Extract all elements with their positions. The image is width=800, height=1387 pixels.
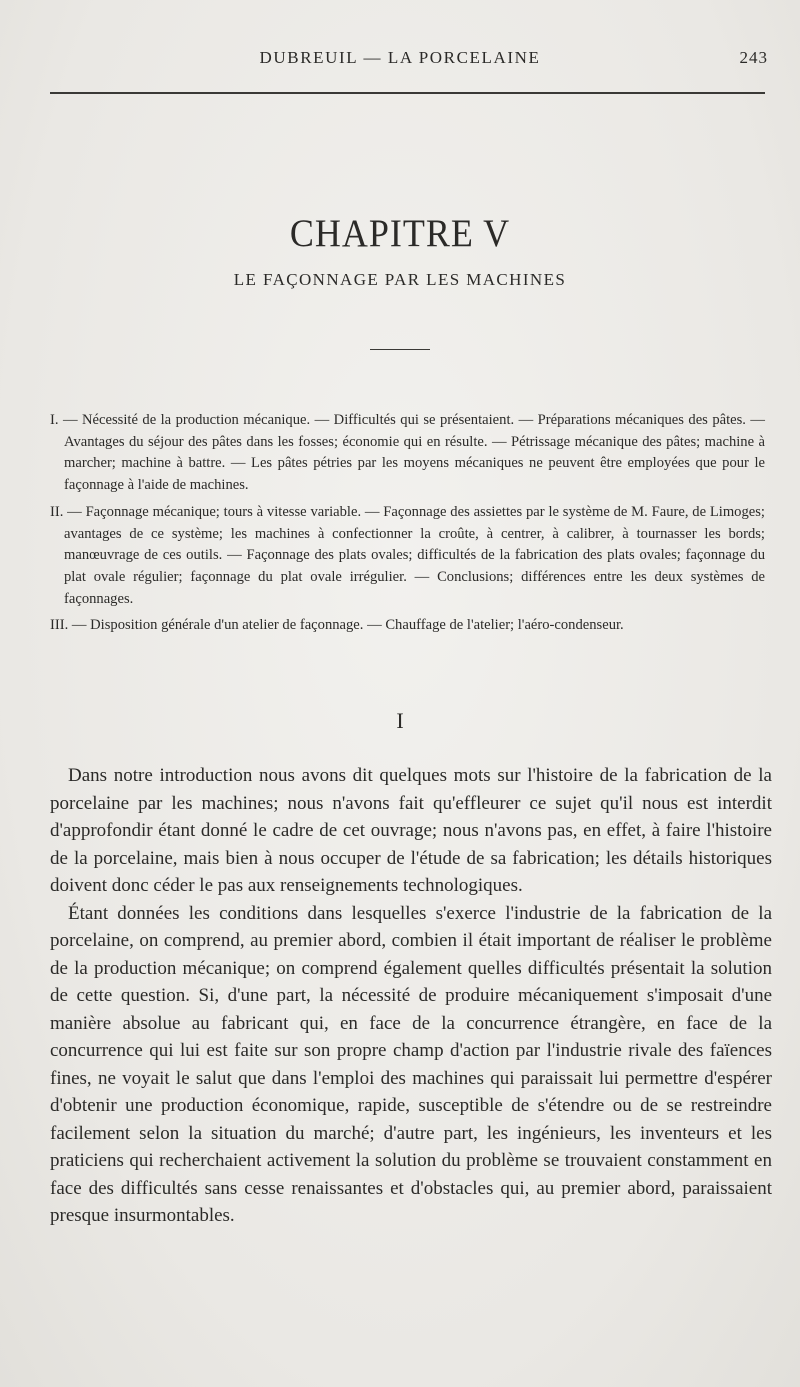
chapter-summary bbox=[50, 410, 765, 642]
running-title: DUBREUIL — LA PORCELAINE bbox=[259, 48, 541, 67]
body-text bbox=[50, 762, 772, 1230]
header-rule bbox=[50, 92, 765, 94]
summary-item-2: II. — Façonnage mécanique; tours à vitesse variable. — Façonnage des assiettes par le système de M. Faure, de Limoges; avantages de ce système; les machines à confectionner la croûte, à centrer, à calibrer, à tournasser les bords; manœuvrage de ces outils. — Façonnage des plats ovales; difficultés de la fabrication des plats ovales; façonnage du plat ovale régulier; façonnage du plat ovale irrégulier. — Conclusions; différences entre les deux systèmes de façonnages. bbox=[50, 503, 765, 607]
summary-item-1: I. — Nécessité de la production mécanique. — Difficultés qui se présentaient. — Préparations mécaniques des pâtes. — Avantages du séjour des pâtes dans les fosses; économie qui en résulte. — Pétrissage mécanique des pâtes; machine à marcher; machine à battre. — Les pâtes pétries par les moyens mécaniques ne peuvent être employées que pour le façonnage à l'aide de machines. bbox=[50, 412, 765, 494]
chapter-subtitle: LE FAÇONNAGE PAR LES MACHINES bbox=[233, 270, 567, 289]
running-head bbox=[0, 48, 800, 72]
section-numeral: I bbox=[396, 708, 404, 733]
title-separator-rule bbox=[370, 349, 430, 350]
chapter-title: CHAPITRE V bbox=[289, 211, 511, 255]
body-paragraph-2: Étant données les conditions dans lesquelles s'exerce l'industrie de la fabrication de la porcelaine, on comprend, au premier abord, combien il était important de réaliser le problème de la production mécanique; on comprend également quelles difficultés présentait la solution de cette question. Si, d'une part, la nécessité de produire mécaniquement s'imposait d'une manière absolue au fabricant qui, en face de la concurrence étrangère, en face de la concurrence qui lui est faite sur son propre champ d'action par l'industrie rivale des faïences fines, ne voyait le salut que dans l'emploi des machines qui paraissait lui permettre d'espérer d'obtenir une production économique, rapide, susceptible de s'étendre ou de se restreindre facilement selon la situation du marché; d'autre part, les ingénieurs, les inventeurs et les praticiens qui recherchaient activement la solution du problème se trouvaient constamment en face des difficultés sans cesse renaissantes et d'obstacles qui, au premier abord, paraissaient presque insurmontables. bbox=[50, 902, 772, 1226]
page-number: 243 bbox=[739, 48, 768, 67]
body-paragraph-1: Dans notre introduction nous avons dit quelques mots sur l'histoire de la fabrication de la porcelaine par les machines; nous n'avons fait qu'effleurer ce sujet qu'il nous est interdit d'approfondir étant donné le cadre de cet ouvrage; nous n'avons pas, en effet, à faire l'histoire de la porcelaine, mais bien à nous occuper de l'étude de sa fabrication; les détails historiques doivent donc céder le pas aux renseignements technologiques. bbox=[50, 765, 772, 896]
summary-item-3: III. — Disposition générale d'un atelier de façonnage. — Chauffage de l'atelier; l'aéro-condenseur. bbox=[50, 617, 624, 634]
